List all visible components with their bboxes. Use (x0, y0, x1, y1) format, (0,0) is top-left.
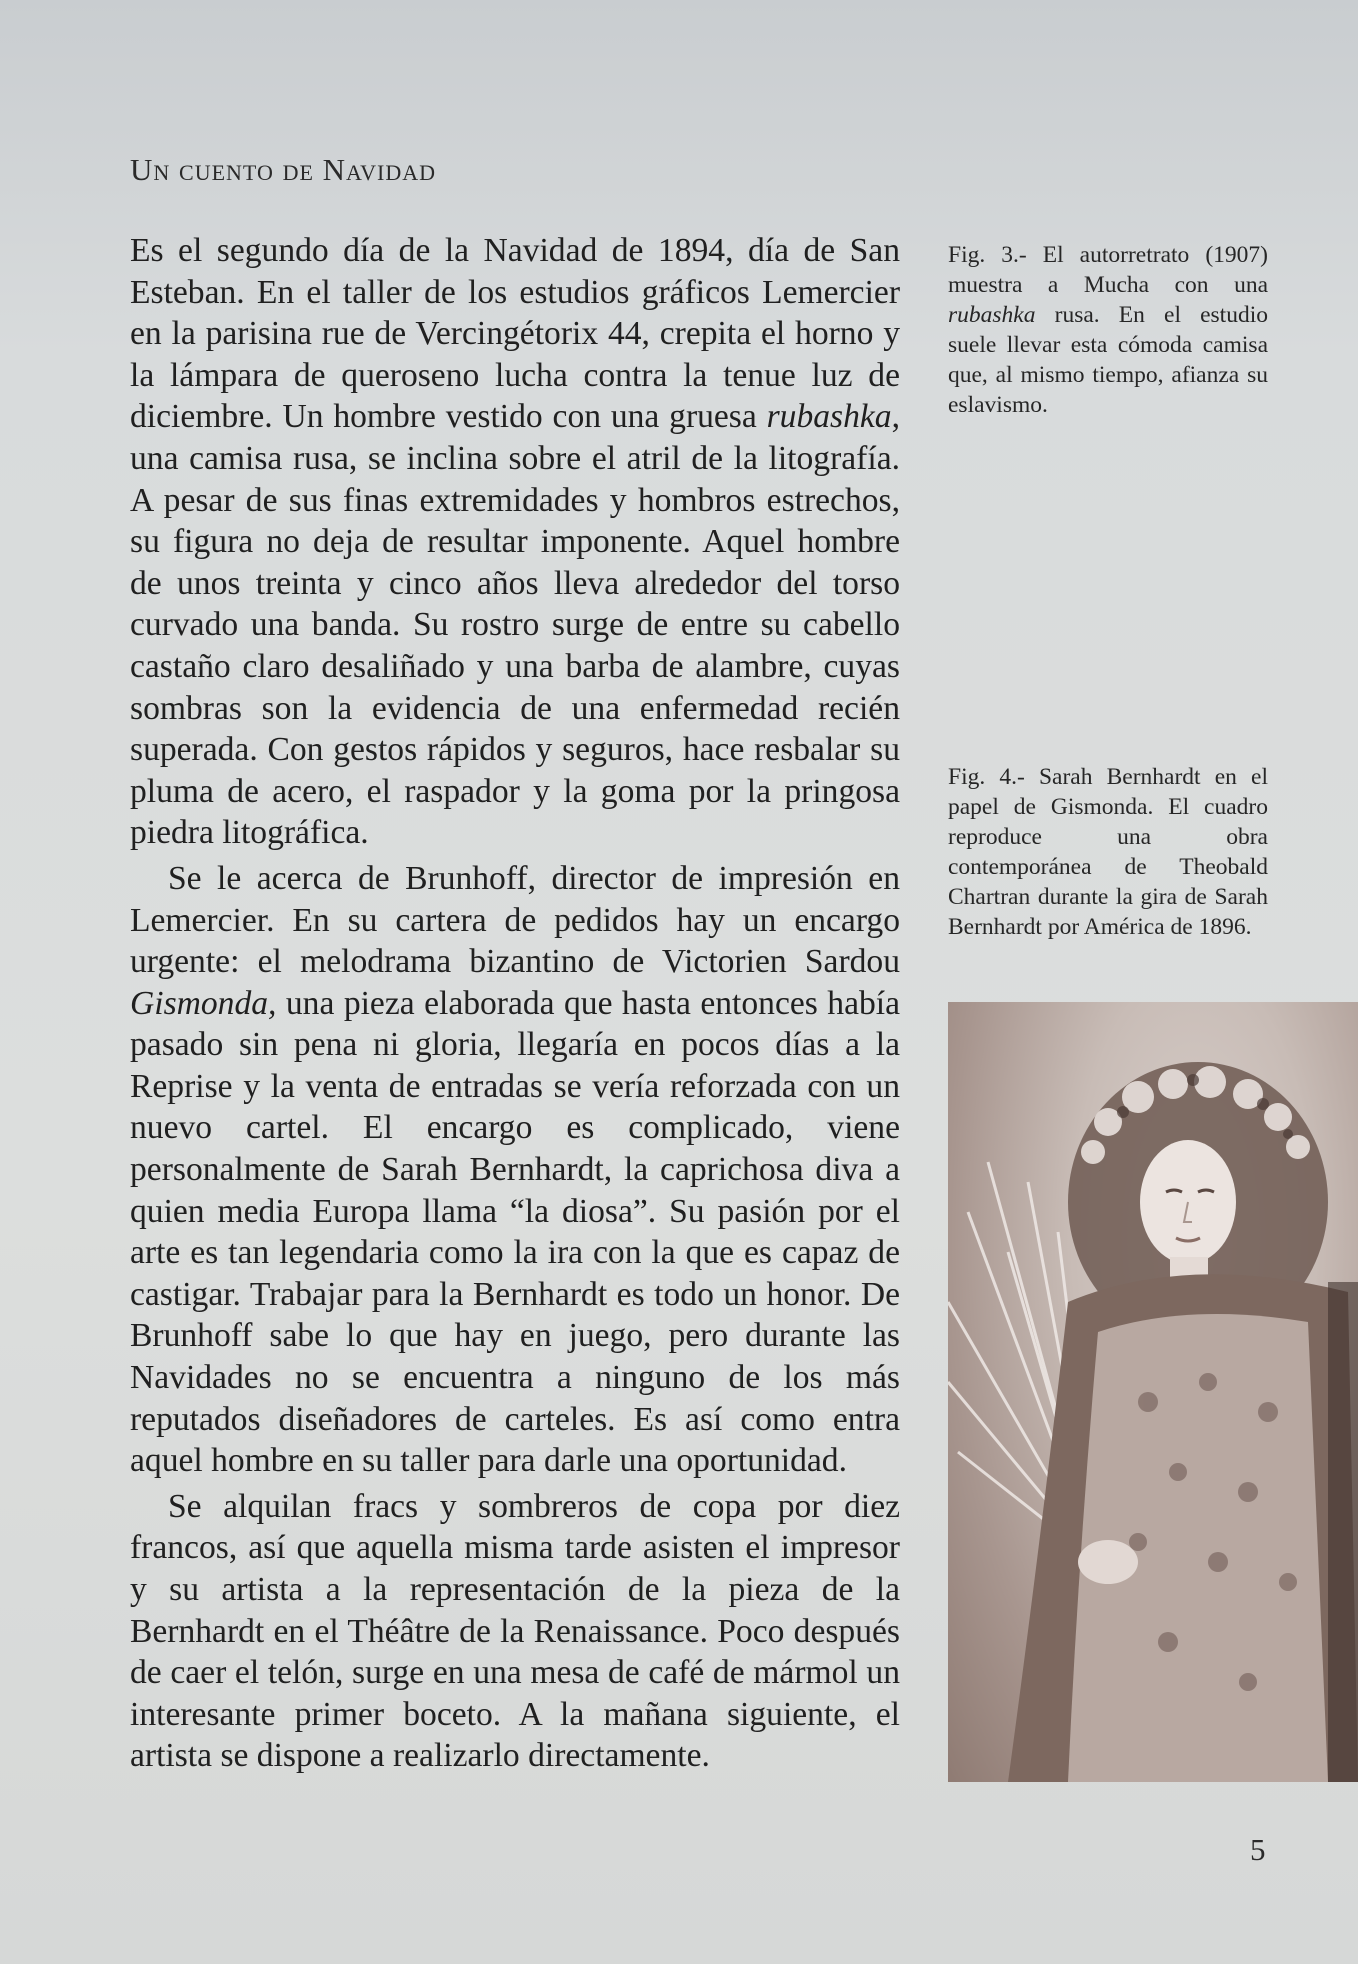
paragraph-2 (130, 858, 900, 1482)
paragraph-1-text-b: , una camisa rusa, se inclina sobre el atril de la litografía. A pesar de sus finas extremidades y hombros estrechos, su figura no deja de resultar imponente. Aquel hombre de unos treinta y cinco años lleva alrededor del torso curvado una banda. Su rostro surge de entre su cabello castaño claro desaliñado y una barba de alambre, cuyas sombras son la evidencia de una enfermedad recién superada. Con gestos rápidos y seguros, hace resbalar su pluma de acero, el raspador y la goma por la pringosa piedra litográfica. (130, 398, 900, 852)
caption-fig-3-text-b: rusa. En el estudio suele llevar esta cómoda camisa que, al mismo tiempo, afianza su eslavismo. (948, 302, 1268, 418)
paragraph-3 (130, 1486, 900, 1777)
running-head: Un cuento de Navidad (130, 152, 436, 187)
paragraph-3-text: Se alquilan fracs y sombreros de copa por diez francos, así que aquella misma tarde asisten el impresor y su artista a la representación de la pieza de la Bernhardt en el Théâtre de la Renaissance. Poco después de caer el telón, surge en una mesa de café de mármol un interesante primer boceto. A la mañana siguiente, el artista se dispone a realizarlo directamente. (130, 1487, 900, 1775)
portrait-photo-icon (948, 1002, 1358, 1782)
caption-fig-3 (948, 240, 1268, 420)
paragraph-1-italic: rubashka (766, 398, 892, 436)
page-number: 5 (1250, 1832, 1266, 1867)
caption-fig-3-italic: rubashka (948, 302, 1036, 328)
body-text (130, 230, 900, 1777)
paragraph-2-text-a: Se le acerca de Brunhoff, director de impresión en Lemercier. En su cartera de pedidos hay un encargo urgente: el melodrama bizantino de Victorien Sardou (130, 859, 900, 981)
paragraph-2-italic: Gismonda, (130, 984, 277, 1022)
caption-fig-3-text-a: Fig. 3.- El autorretrato (1907) muestra a Mucha con una (948, 242, 1268, 298)
caption-fig-4: Fig. 4.- Sarah Bernhardt en el papel de Gismonda. El cuadro reproduce una obra contemporánea de Theobald Chartran durante la gira de Sarah Bernhardt por América de 1896. (948, 764, 1268, 940)
paragraph-1-text-a: Es el segundo día de la Navidad de 1894, día de San Esteban. En el taller de los estudios gráficos Lemercier en la parisina rue de Vercingétorix 44, crepita el horno y la lámpara de queroseno lucha contra la tenue luz de diciembre. Un hombre vestido con una gruesa (130, 232, 900, 436)
paragraph-2-text-b: una pieza elaborada que hasta entonces había pasado sin pena ni gloria, llegaría en pocos días a la Reprise y la venta de entradas se vería reforzada con un nuevo cartel. El encargo es complicado, viene personalmente de Sarah Bernhardt, la caprichosa diva a quien media Europa llama “la diosa”. Su pasión por el arte es tan legendaria como la ira con la que es capaz de castigar. Trabajar para la Bernhardt es todo un honor. De Brunhoff sabe lo que hay en juego, pero durante las Navidades no se encuentra a ninguno de los más reputados diseñadores de carteles. Es así como entra aquel hombre en su taller para darle una oportunidad. (130, 984, 900, 1480)
paragraph-1 (130, 230, 900, 854)
sarah-bernhardt-portrait-photo (948, 1002, 1358, 1782)
